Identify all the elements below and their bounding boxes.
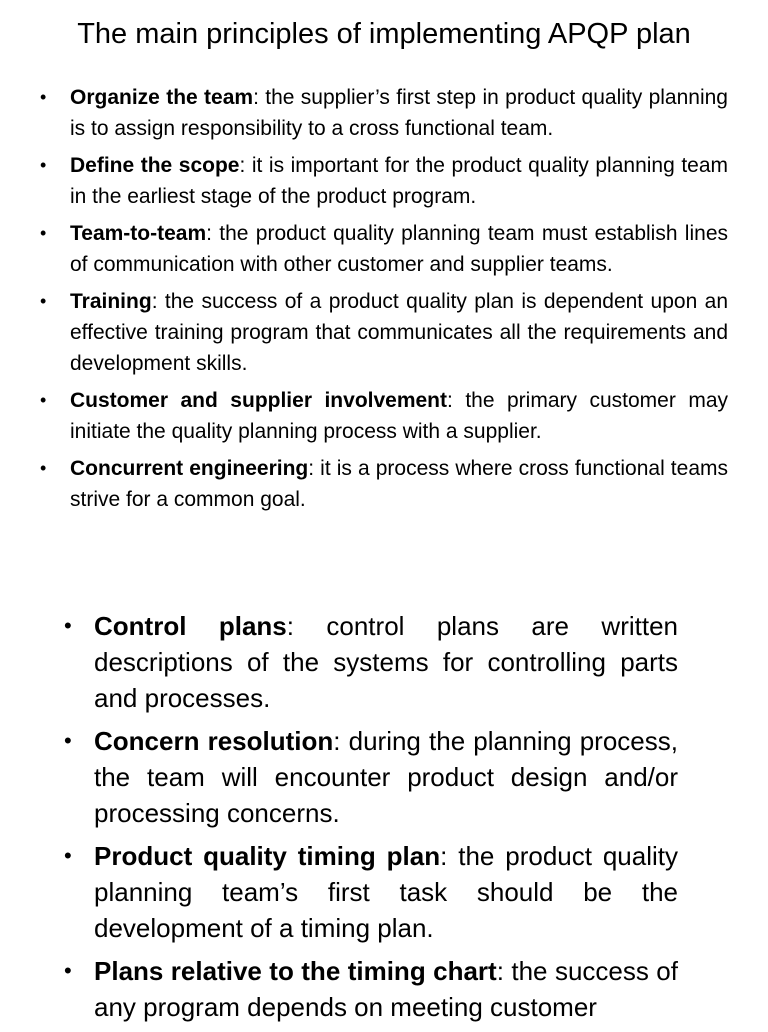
- item-text: : the product quality planning team must establish lines of communication with other customer and supplier teams.: [70, 222, 728, 276]
- bullet-icon: •: [40, 291, 47, 311]
- list-item: [64, 723, 678, 831]
- list-item: [40, 150, 728, 212]
- item-text: : the product quality planning team’s first task should be the development of a timing plan.: [94, 841, 679, 943]
- item-text: : the supplier’s first step in product quality planning is to assign responsibility to a cross functional team.: [70, 86, 728, 140]
- item-term: Training: [70, 290, 152, 313]
- bullet-icon: •: [40, 458, 47, 478]
- item-term: Concurrent engineering: [70, 457, 309, 480]
- list-item: [40, 385, 728, 447]
- item-text: : it is a process where cross functional teams strive for a common goal.: [70, 457, 728, 511]
- list-item: [64, 953, 678, 1025]
- bullet-icon: •: [64, 958, 72, 983]
- item-term: Concern resolution: [94, 726, 334, 756]
- item-text: : the success of a product quality plan is dependent upon an effective training program that communicates all the requirements and development skills.: [70, 290, 728, 375]
- principles-list-lower: [64, 608, 678, 1032]
- bullet-icon: •: [64, 843, 72, 868]
- principles-list-upper: [40, 82, 728, 521]
- page-title: The main principles of implementing APQP plan: [77, 18, 691, 50]
- item-term: Control plans: [94, 611, 287, 641]
- bullet-icon: •: [64, 613, 72, 638]
- bullet-icon: •: [64, 728, 72, 753]
- list-item: [64, 608, 678, 716]
- item-text: : it is important for the product quality planning team in the earliest stage of the product program.: [70, 154, 729, 208]
- item-text: : control plans are written descriptions of the systems for controlling parts and processes.: [94, 611, 678, 713]
- list-item: [40, 218, 728, 280]
- bullet-icon: •: [40, 390, 47, 410]
- bullet-icon: •: [40, 155, 47, 175]
- bullet-icon: •: [40, 87, 47, 107]
- item-term: Organize the team: [70, 86, 254, 109]
- list-item: [64, 838, 678, 946]
- list-item: [40, 82, 728, 144]
- item-text: : during the planning process, the team will encounter product design and/or processing concerns.: [94, 726, 678, 828]
- item-text: : the success of any program depends on meeting customer: [94, 956, 678, 1022]
- bullet-icon: •: [40, 223, 47, 243]
- list-item: [40, 286, 728, 379]
- list-item: [40, 453, 728, 515]
- item-term: Team-to-team: [70, 222, 207, 245]
- item-term: Customer and supplier involvement: [70, 389, 448, 412]
- item-term: Define the scope: [70, 154, 240, 177]
- item-text: : the primary customer may initiate the quality planning process with a supplier.: [70, 389, 728, 443]
- item-term: Plans relative to the timing chart: [94, 956, 497, 986]
- item-term: Product quality timing plan: [94, 841, 441, 871]
